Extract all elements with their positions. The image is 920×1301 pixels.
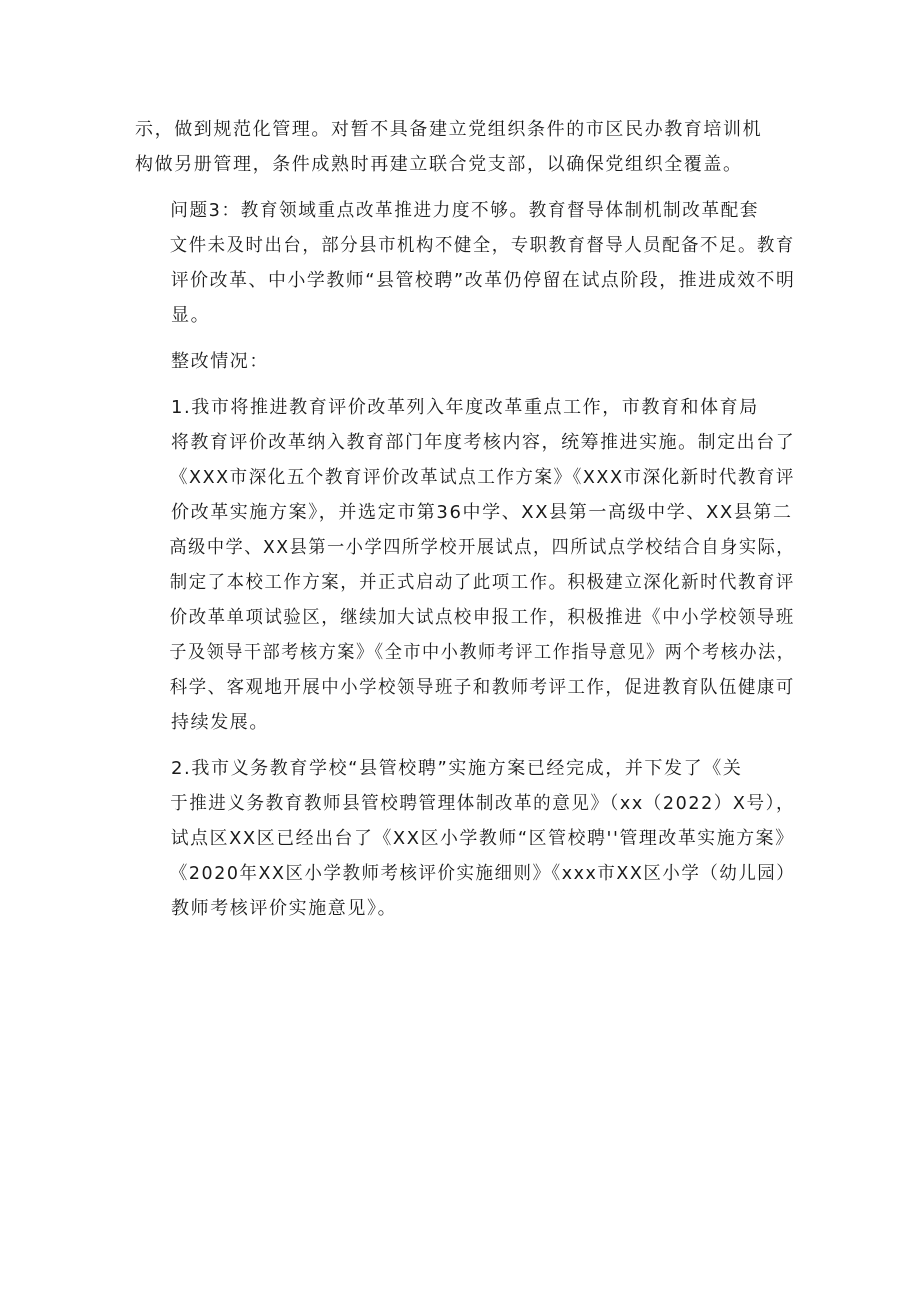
text-line: 1.我市将推进教育评价改革列入年度改革重点工作，市教育和体育局 xyxy=(170,397,759,418)
text-line: 持续发展。 xyxy=(171,712,269,733)
text-line: 文件未及时出台，部分县市机构不健全，专职教育督导人员配备不足。教育 xyxy=(169,235,795,256)
text-line: 评价改革、中小学教师“县管校聘”改革仍停留在试点阶段，推进成效不明 xyxy=(170,270,796,291)
text-line: 构做另册管理，条件成熟时再建立联合党支部，以确保党组织全覆盖。 xyxy=(135,154,743,175)
text-line: 价改革单项试验区，继续加大试点校申报工作，积极推进《中小学校领导班 xyxy=(169,607,795,628)
text-line: 《XXX市深化五个教育评价改革试点工作方案》《XXX市深化新时代教育评 xyxy=(169,467,795,488)
paragraph xyxy=(135,193,795,333)
paragraph xyxy=(135,390,795,740)
text-line: 将教育评价改革纳入教育部门年度考核内容，统筹推进实施。制定出台了 xyxy=(170,432,796,453)
text-line: 价改革实施方案》，并选定市第36中学、XX县第一高级中学、XX县第二 xyxy=(171,502,793,523)
document-body xyxy=(135,112,795,937)
text-line: 《2020年XX区小学教师考核评价实施细则》《xxx市XX区小学（幼儿园） xyxy=(169,863,796,884)
text-line: 整改情况： xyxy=(171,351,269,372)
text-line: 于推进义务教育教师县管校聘管理体制改革的意见》（xx（2022）X号）， xyxy=(170,793,796,814)
text-line: 科学、客观地开展中小学校领导班子和教师考评工作，促进教育队伍健康可 xyxy=(169,677,795,698)
text-line: 2.我市义务教育学校“县管校聘”实施方案已经完成，并下发了《关 xyxy=(171,758,743,779)
paragraph xyxy=(135,344,795,379)
text-line: 试点区XX区已经出台了《XX区小学教师“区管校聘''管理改革实施方案》 xyxy=(170,828,795,849)
text-line: 高级中学、XX县第一小学四所学校开展试点，四所试点学校结合自身实际， xyxy=(169,537,796,558)
text-line: 制定了本校工作方案，并正式启动了此项工作。积极建立深化新时代教育评 xyxy=(169,572,795,593)
paragraph xyxy=(135,112,795,182)
text-line: 教师考核评价实施意见》。 xyxy=(171,898,398,919)
text-line: 子及领导干部考核方案》《全市中小教师考评工作指导意见》两个考核办法， xyxy=(169,642,796,663)
paragraph xyxy=(135,751,795,926)
text-line: 问题3：教育领域重点改革推进力度不够。教育督导体制机制改革配套 xyxy=(170,200,760,221)
text-line: 显。 xyxy=(171,305,211,326)
text-line: 示，做到规范化管理。对暂不具备建立党组织条件的市区民办教育培训机 xyxy=(135,119,763,140)
